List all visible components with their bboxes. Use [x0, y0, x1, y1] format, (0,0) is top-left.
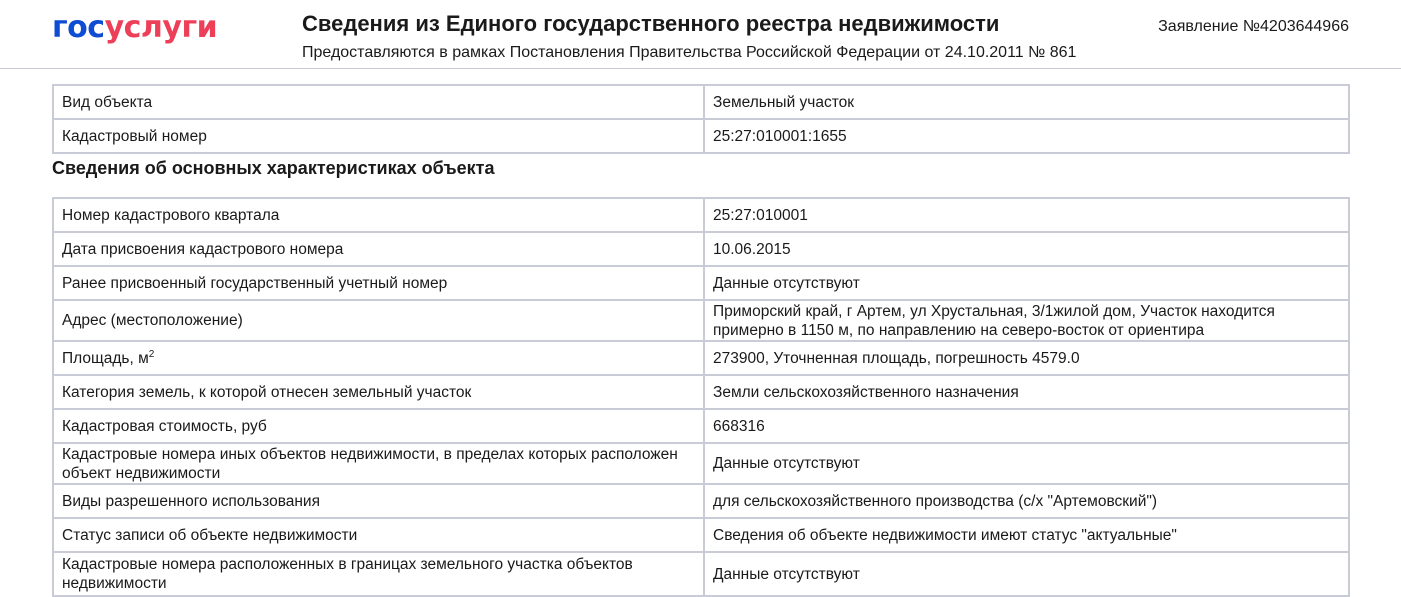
- characteristics-table: [52, 197, 1350, 597]
- row-label: Категория земель, к которой отнесен земельный участок: [53, 375, 704, 409]
- row-label: Кадастровые номера расположенных в границах земельного участка объектов недвижимости: [53, 552, 704, 596]
- row-value: Сведения об объекте недвижимости имеют статус "актуальные": [704, 518, 1349, 552]
- row-value: 273900, Уточненная площадь, погрешность 4579.0: [704, 341, 1349, 375]
- row-value: Данные отсутствуют: [704, 443, 1349, 484]
- page-header: [0, 0, 1401, 69]
- table-row: [53, 518, 1349, 552]
- table-row: [53, 375, 1349, 409]
- table-row: [53, 232, 1349, 266]
- row-label: Вид объекта: [53, 85, 704, 119]
- object-table: [52, 84, 1350, 154]
- row-value: 25:27:010001:1655: [704, 119, 1349, 153]
- area-label-text: Площадь, м: [62, 349, 149, 367]
- logo-part-2: услуги: [104, 10, 218, 45]
- row-value: Приморский край, г Артем, ул Хрустальная, 3/1жилой дом, Участок находится примерно в 1150 м, по направлению на северо-восток от ориентира: [704, 300, 1349, 341]
- row-label: Ранее присвоенный государственный учетный номер: [53, 266, 704, 300]
- row-value: Данные отсутствуют: [704, 552, 1349, 596]
- table-row: [53, 85, 1349, 119]
- row-value: 668316: [704, 409, 1349, 443]
- row-label: Адрес (местоположение): [53, 300, 704, 341]
- section-title: Сведения об основных характеристиках объекта: [52, 158, 495, 178]
- row-value: Земельный участок: [704, 85, 1349, 119]
- table-row: [53, 443, 1349, 484]
- area-unit-superscript: 2: [148, 348, 155, 360]
- table-row: [53, 409, 1349, 443]
- row-value: 10.06.2015: [704, 232, 1349, 266]
- row-value: Данные отсутствуют: [704, 266, 1349, 300]
- row-label: Дата присвоения кадастрового номера: [53, 232, 704, 266]
- row-label: Кадастровый номер: [53, 119, 704, 153]
- gosuslugi-logo[interactable]: [52, 10, 217, 46]
- logo-part-1: гос: [52, 10, 105, 45]
- row-value: для сельскохозяйственного производства (с/х "Артемовский"): [704, 484, 1349, 518]
- table-row: [53, 341, 1349, 375]
- table-row: [53, 198, 1349, 232]
- page-title: Сведения из Единого государственного реестра недвижимости: [302, 11, 1000, 36]
- table-row: [53, 552, 1349, 596]
- row-label: Статус записи об объекте недвижимости: [53, 518, 704, 552]
- table-row: [53, 266, 1349, 300]
- page-subtitle: Предоставляются в рамках Постановления Правительства Российской Федерации от 24.10.2011 № 861: [302, 44, 1077, 61]
- row-value: 25:27:010001: [704, 198, 1349, 232]
- table-row: [53, 300, 1349, 341]
- row-label: Кадастровые номера иных объектов недвижимости, в пределах которых расположен объект недвижимости: [53, 443, 704, 484]
- row-value: Земли сельскохозяйственного назначения: [704, 375, 1349, 409]
- row-label: Виды разрешенного использования: [53, 484, 704, 518]
- table-row: [53, 119, 1349, 153]
- row-label: [53, 341, 704, 375]
- application-number: Заявление №4203644966: [1158, 18, 1349, 35]
- row-label: Номер кадастрового квартала: [53, 198, 704, 232]
- row-label: Кадастровая стоимость, руб: [53, 409, 704, 443]
- table-row: [53, 484, 1349, 518]
